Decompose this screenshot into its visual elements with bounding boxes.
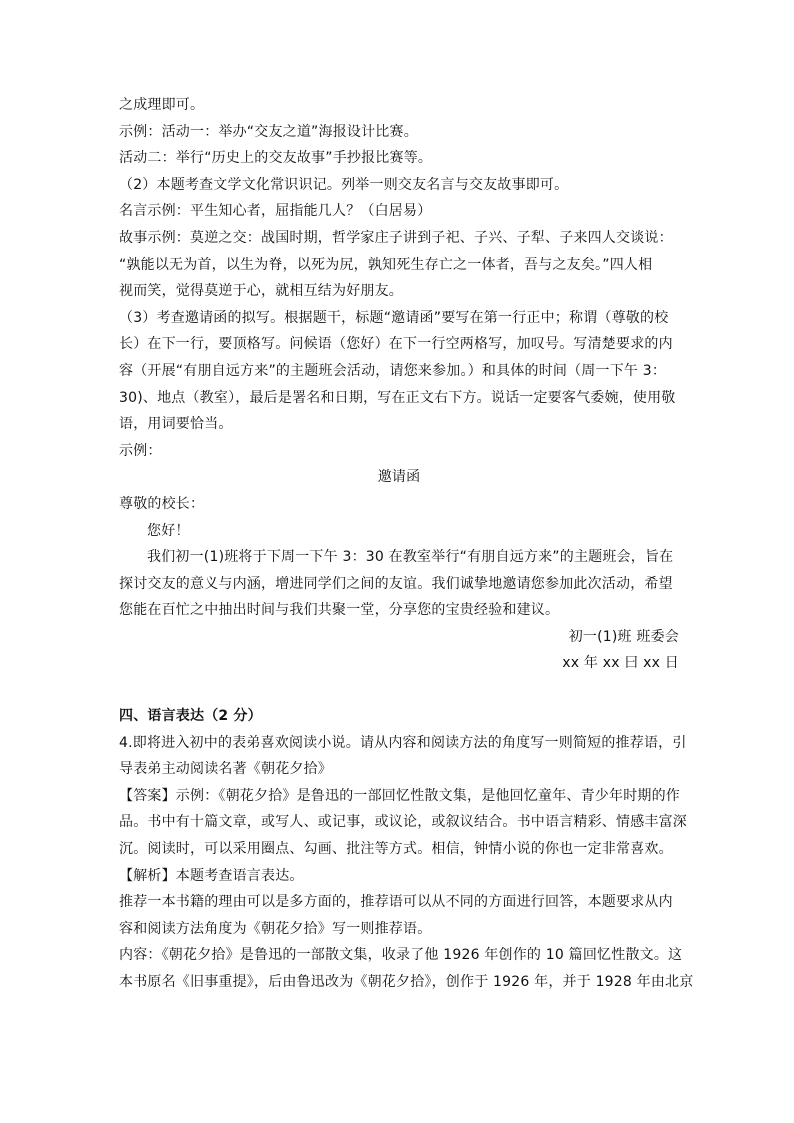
text-line: 故事示例：莫逆之交：战国时期，哲学家庄子讲到子祀、子兴、子犁、子来四人交谈说： — [119, 229, 673, 246]
text-line: 示例： — [119, 442, 162, 459]
letter-greeting: 您好！ — [147, 522, 190, 539]
text-line: 之成理即可。 — [119, 97, 205, 113]
question-line: 4.即将进入初中的表弟喜欢阅读小说。请从内容和阅读方法的角度写一则简短的推荐语，引 — [119, 734, 687, 751]
answer-line: 品。书中有十篇文章，或写人、或记事，或议论，或叙议结合。书中语言精彩、情感丰富深 — [119, 814, 687, 831]
analysis-line: 推荐一本书籍的理由可以是多方面的，推荐语可以从不同的方面进行回答，本题要求从内 — [119, 894, 673, 911]
analysis-line: 内容：《朝花夕拾》是鲁迅的一部散文集，收录了他 1926 年创作的 10 篇回忆性散文。这 — [119, 947, 683, 964]
section-gap — [119, 677, 679, 703]
letter-body-line: 探讨交友的意义与内涵，增进同学们之间的友谊。我们诚挚地邀请您参加此次活动，希望 — [119, 575, 673, 592]
answer-line: 沉。阅读时，可以采用圈点、勾画、批注等方式。相信，钟情小说的你也一定非常喜欢。 — [119, 841, 673, 858]
text-line: 视而笑，觉得莫逆于心，就相互结为好朋友。 — [119, 283, 403, 300]
analysis-line: 本书原名《旧事重提》，后由鲁迅改为《朝花夕拾》，创作于 1926 年，并于 1928 年由北京 — [119, 974, 694, 990]
answer-line: 【答案】示例：《朝花夕拾》是鲁迅的一部回忆性散文集，是他回忆童年、青少年时期的作 — [119, 787, 680, 804]
text-line: 示例：活动一：举办“交友之道”海报设计比赛。 — [119, 123, 418, 140]
letter-signature: 初一(1)班 班委会 — [568, 628, 679, 645]
text-line: 语，用词要恰当。 — [119, 416, 233, 433]
section-heading: 四、语言表达（2 分） — [119, 708, 262, 725]
text-line: 长）在下一行，要顶格写。问候语（您好）在下一行空两格写，加叹号。写清楚要求的内 — [119, 336, 673, 353]
text-line: 容（开展“有朋自远方来”的主题班会活动，请您来参加。）和具体的时间（周一下午 3： — [119, 362, 667, 379]
text-line: （3）考查邀请函的拟写。根据题干，标题“邀请函”要写在第一行正中；称谓（尊敬的校 — [119, 309, 669, 326]
letter-date: xx 年 xx 曰 xx 日 — [562, 655, 679, 672]
question-line: 导表弟主动阅读名著《朝花夕拾》 — [119, 761, 332, 778]
letter-body-line: 我们初一(1)班将于下周一下午 3：30 在教室举行“有朋自远方来”的主题班会，旨在 — [147, 549, 674, 566]
analysis-line: 容和阅读方法角度为《朝花夕拾》写一则推荐语。 — [119, 920, 432, 937]
text-line: “孰能以无为首，以生为脊，以死为尻，孰知死生存亡之一体者，吾与之友矣。”四人相 — [119, 256, 653, 273]
letter-body-line: 您能在百忙之中抽出时间与我们共聚一堂，分享您的宝贵经验和建议。 — [119, 602, 560, 619]
letter-salutation: 尊敬的校长： — [119, 495, 205, 512]
letter-title: 邀请函 — [377, 469, 421, 486]
text-line: 活动二：举行“历史上的交友故事”手抄报比赛等。 — [119, 150, 433, 167]
document-body — [119, 92, 694, 996]
text-line: 名言示例：平生知心者，屈指能几人？（白居易） — [119, 203, 432, 220]
text-line: （2）本题考查文学文化常识识记。列举一则交友名言与交友故事即可。 — [119, 176, 569, 193]
analysis-line: 【解析】本题考查语言表达。 — [119, 867, 304, 884]
text-line: 30)、地点（教室），最后是署名和日期，写在正文右下方。说话一定要客气委婉，使用敬 — [119, 389, 676, 406]
